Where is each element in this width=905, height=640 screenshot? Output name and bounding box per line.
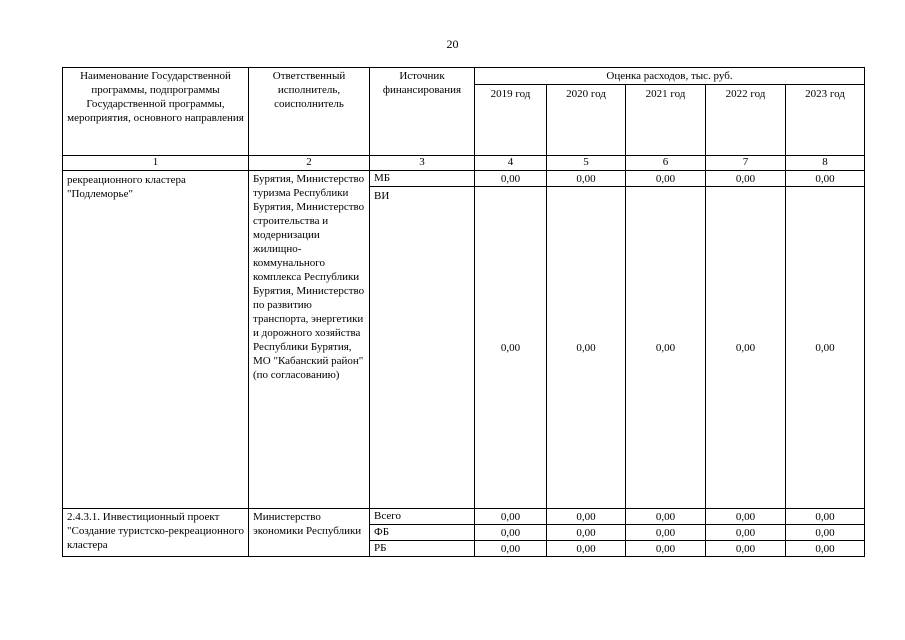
column-number: 6 (626, 156, 706, 171)
value-cell: 0,00 (547, 171, 626, 187)
budget-table (62, 67, 865, 557)
header-year: 2023 год (786, 85, 865, 156)
value-cell: 0,00 (626, 525, 706, 541)
column-number: 5 (547, 156, 626, 171)
value-cell: 0,00 (475, 525, 547, 541)
funding-source: ФБ (370, 525, 475, 541)
header-executor: Ответственный исполнитель, соисполнитель (249, 68, 370, 156)
activity-name: 2.4.3.1. Инвестиционный проект "Создание туристско-рекреационного кластера (63, 509, 249, 557)
value-cell: 0,00 (786, 541, 865, 557)
column-number: 8 (786, 156, 865, 171)
header-expenses: Оценка расходов, тыс. руб. (475, 68, 865, 85)
value-cell: 0,00 (706, 509, 786, 525)
header-year: 2020 год (547, 85, 626, 156)
column-number: 4 (475, 156, 547, 171)
table-row (63, 171, 865, 187)
value-cell: 0,00 (475, 171, 547, 187)
value-cell: 0,00 (626, 171, 706, 187)
value-cell: 0,00 (706, 541, 786, 557)
value-cell: 0,00 (786, 509, 865, 525)
value-cell: 0,00 (626, 187, 706, 509)
header-year: 2019 год (475, 85, 547, 156)
value-cell: 0,00 (786, 171, 865, 187)
value-cell: 0,00 (547, 187, 626, 509)
value-cell: 0,00 (706, 171, 786, 187)
activity-name: рекреационного кластера "Подлеморье" (63, 171, 249, 509)
value-cell: 0,00 (547, 509, 626, 525)
value-cell: 0,00 (475, 509, 547, 525)
funding-source: РБ (370, 541, 475, 557)
funding-source: Всего (370, 509, 475, 525)
value-cell: 0,00 (475, 187, 547, 509)
value-cell: 0,00 (547, 541, 626, 557)
executor-cell: Министерство экономики Республики (249, 509, 370, 557)
header-year: 2021 год (626, 85, 706, 156)
header-year: 2022 год (706, 85, 786, 156)
header-name: Наименование Государственной программы, подпрограммы Государственной программы, мероприятия, основного направления (63, 68, 249, 156)
column-number: 1 (63, 156, 249, 171)
column-number: 3 (370, 156, 475, 171)
table-row (63, 509, 865, 525)
value-cell: 0,00 (626, 509, 706, 525)
executor-cell: Бурятия, Министерство туризма Республики Бурятия, Министерство строительства и модернизации жилищно-коммунального комплекса Республики Бурятия, Министерство по развитию транспорта, энергетики и дорожного хозяйства Республики Бурятия, МО "Кабанский район" (по согласованию) (249, 171, 370, 509)
funding-source: МБ (370, 171, 475, 187)
page-number: 20 (446, 37, 459, 51)
value-cell: 0,00 (786, 187, 865, 509)
value-cell: 0,00 (706, 187, 786, 509)
column-number: 2 (249, 156, 370, 171)
value-cell: 0,00 (475, 541, 547, 557)
value-cell: 0,00 (786, 525, 865, 541)
header-source: Источник финансирования (370, 68, 475, 156)
funding-source: ВИ (370, 187, 475, 509)
value-cell: 0,00 (547, 525, 626, 541)
column-numbers-row (63, 156, 865, 171)
value-cell: 0,00 (626, 541, 706, 557)
header-row (63, 68, 865, 85)
column-number: 7 (706, 156, 786, 171)
value-cell: 0,00 (706, 525, 786, 541)
